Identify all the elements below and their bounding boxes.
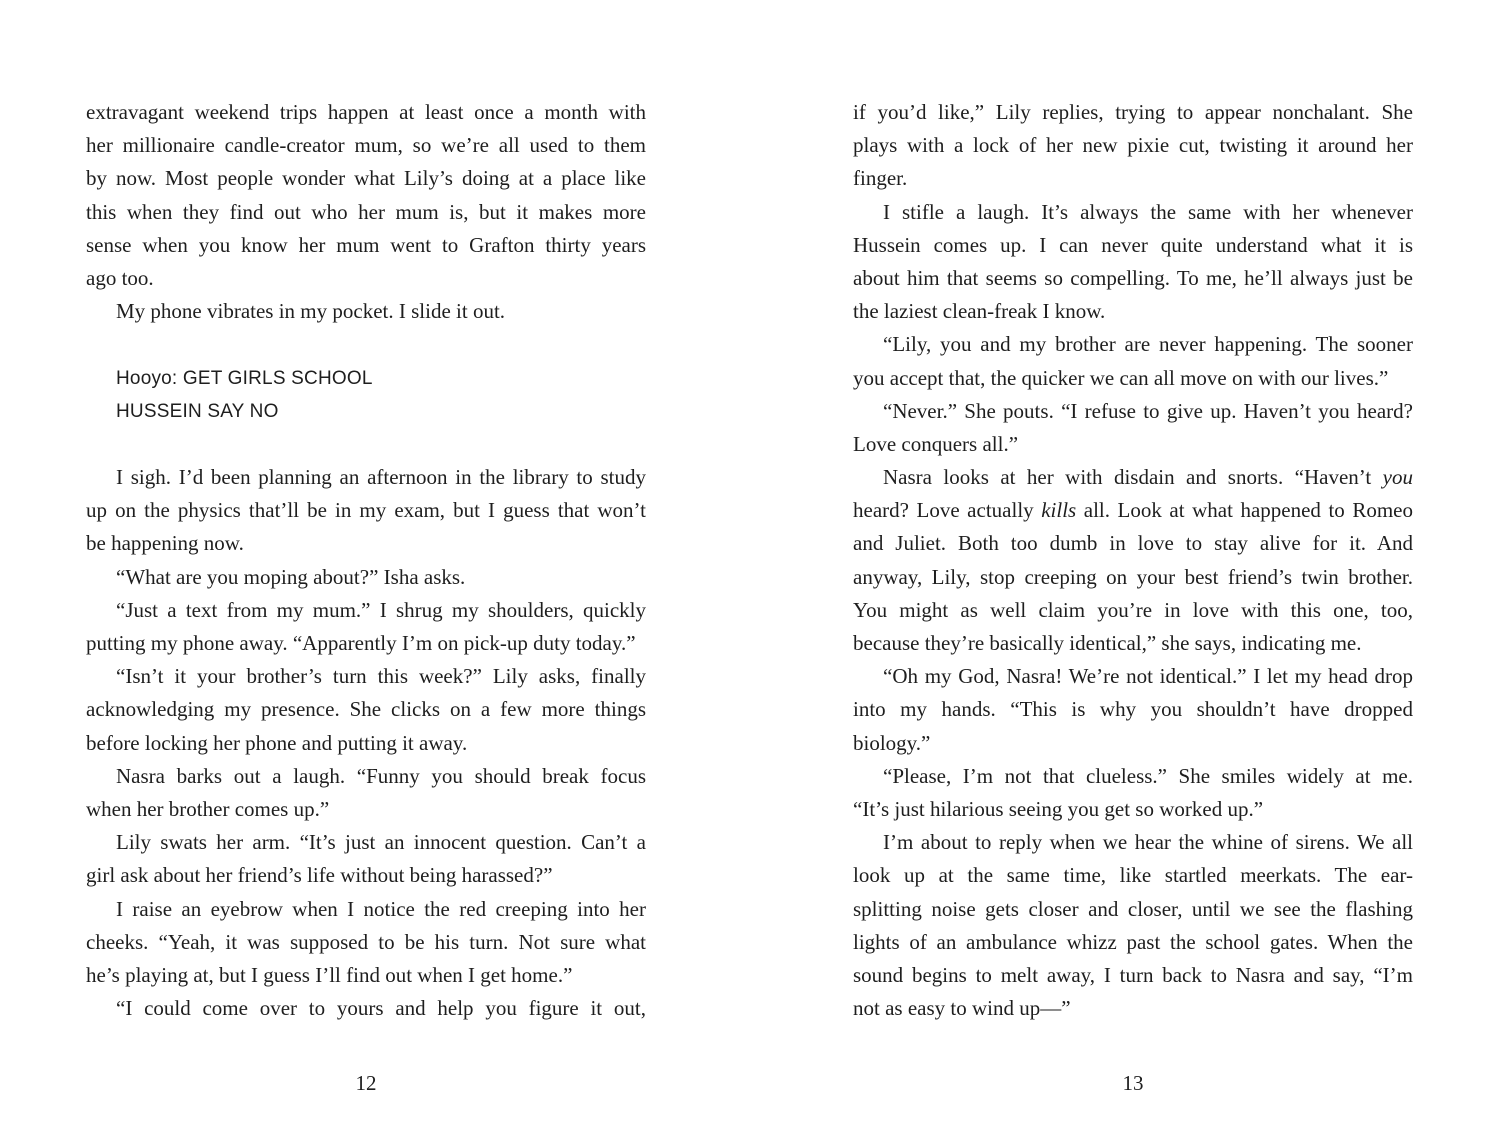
text-line: before locking her phone and putting it away. [86,730,468,755]
text-line: Love conquers all.” [853,431,1019,456]
right-page [853,96,1413,1025]
text-line: Lily swats her arm. “It’s just an innocent question. Can’t a [116,830,646,855]
text-line: “Isn’t it your brother’s turn this week?” Lily asks, finally [116,664,646,689]
text-line: “I could come over to yours and help you figure it out, [116,996,646,1021]
text-line: and Juliet. Both too dumb in love to stay alive for it. And [853,531,1413,556]
text-line: girl ask about her friend’s life without being harassed?” [86,863,553,888]
text-line: finger. [853,166,908,191]
text-line: I stifle a laugh. It’s always the same with her whenever [883,199,1413,224]
text-line: biology.” [853,730,931,755]
text-line: sound begins to melt away, I turn back to Nasra and say, “I’m [853,962,1413,987]
text-line: about him that seems so compelling. To me, he’ll always just be [853,265,1413,290]
text-line: cheeks. “Yeah, it was supposed to be his turn. Not sure what [86,929,646,954]
blank-line [86,328,646,361]
text-line: splitting noise gets closer and closer, until we see the flashing [853,896,1413,921]
text-line: “What are you moping about?” Isha asks. [116,564,466,589]
text-line: acknowledging my presence. She clicks on a few more things [86,697,646,722]
text-line: You might as well claim you’re in love with this one, too, [853,597,1413,622]
text-line: her millionaire candle-creator mum, so we’re all used to them [86,133,646,158]
text-line: anyway, Lily, stop creeping on your best friend’s twin brother. [853,564,1413,589]
text-line: up on the physics that’ll be in my exam, but I guess that won’t [86,498,646,523]
text-line: you accept that, the quicker we can all move on with our lives.” [853,365,1389,390]
text-line: Hussein comes up. I can never quite understand what it is [853,232,1413,257]
text-line: lights of an ambulance whizz past the school gates. When the [853,929,1413,954]
page-number-left: 12 [355,1071,377,1095]
text-line: “Never.” She pouts. “I refuse to give up. Haven’t you heard? [883,398,1413,423]
text-message-line: HUSSEIN SAY NO [116,400,279,422]
text-line: when her brother comes up.” [86,796,330,821]
text-line: plays with a lock of her new pixie cut, twisting it around her [853,133,1413,158]
text-line: heard? Love actually kills all. Look at what happened to Romeo [853,498,1413,523]
text-line: look up at the same time, like startled meerkats. The ear- [853,863,1413,888]
text-line: not as easy to wind up—” [853,996,1071,1021]
text-line: “It’s just hilarious seeing you get so worked up.” [853,796,1264,821]
text-line: Nasra barks out a laugh. “Funny you should break focus [116,763,646,788]
text-line: be happening now. [86,531,244,556]
text-line: “Just a text from my mum.” I shrug my shoulders, quickly [116,597,646,622]
text-message-line: Hooyo: GET GIRLS SCHOOL [116,367,373,389]
page-number-right: 13 [1122,1071,1144,1095]
text-line: by now. Most people wonder what Lily’s doing at a place like [86,166,646,191]
text-line: because they’re basically identical,” she says, indicating me. [853,631,1362,655]
text-line: into my hands. “This is why you shouldn’t have dropped [853,697,1413,722]
text-line: this when they find out who her mum is, but it makes more [86,199,646,224]
text-line: putting my phone away. “Apparently I’m on pick-up duty today.” [86,631,636,655]
text-line: if you’d like,” Lily replies, trying to appear nonchalant. She [853,100,1413,124]
text-line: I’m about to reply when we hear the whine of sirens. We all [883,830,1413,855]
text-line: I sigh. I’d been planning an afternoon in the library to study [116,465,646,490]
text-line: ago too. [86,265,154,290]
text-line: extravagant weekend trips happen at least once a month with [86,100,646,124]
text-line: he’s playing at, but I guess I’ll find out when I get home.” [86,962,573,987]
text-line: “Please, I’m not that clueless.” She smiles widely at me. [883,763,1413,788]
text-line: I raise an eyebrow when I notice the red creeping into her [116,896,646,921]
text-line: “Oh my God, Nasra! We’re not identical.” I let my head drop [883,664,1413,689]
text-line: the laziest clean-freak I know. [853,299,1106,324]
left-page [86,96,646,1025]
text-line: sense when you know her mum went to Grafton thirty years [86,232,646,257]
text-line: Nasra looks at her with disdain and snorts. “Haven’t you [883,465,1413,490]
blank-line [86,428,646,461]
text-line: My phone vibrates in my pocket. I slide it out. [116,299,506,324]
text-line: “Lily, you and my brother are never happening. The sooner [883,332,1413,357]
